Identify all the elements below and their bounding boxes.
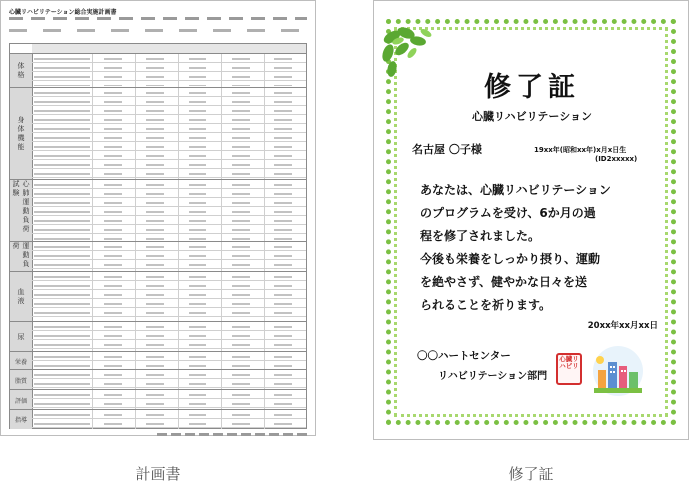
body-line: を絶やさず、健やかな日々を送 xyxy=(420,275,588,289)
plan-section-label: 栄養 xyxy=(10,352,33,370)
certificate-body xyxy=(420,179,660,317)
body-line: あなたは、心臓リハビリテーション xyxy=(420,183,611,197)
plan-section-label: 指導 xyxy=(10,410,33,429)
certificate-date: 20xx年xx月xx日 xyxy=(587,321,658,331)
plan-table xyxy=(9,43,307,429)
certificate-program: 心臓リハビリテーション xyxy=(471,110,592,123)
plan-section xyxy=(10,351,306,370)
plan-section-rows xyxy=(32,242,306,272)
body-line: られることを祈ります。 xyxy=(420,298,552,312)
plan-caption: 計画書 xyxy=(135,465,181,483)
plan-section-rows xyxy=(32,370,306,390)
plan-section xyxy=(10,369,306,390)
plan-meta-line xyxy=(9,29,307,32)
body-line: のプログラムを受け、6か月の過 xyxy=(420,206,596,220)
plan-section xyxy=(10,409,306,429)
body-line: 程を修了されました。 xyxy=(420,229,541,243)
plan-document-thumbnail xyxy=(0,0,316,436)
plan-section-label: 運動負荷 xyxy=(10,242,33,272)
plan-sheet xyxy=(9,7,307,431)
plan-section-rows xyxy=(32,352,306,370)
plan-section xyxy=(10,87,306,180)
certificate-title: 修了証 xyxy=(484,72,580,103)
recipient-birthdate: 19xx年(昭和xx年)x月x日生 xyxy=(534,146,627,154)
plan-section-rows xyxy=(32,410,306,429)
plan-section-rows xyxy=(32,88,306,180)
plan-section-label: 血液 xyxy=(10,272,33,322)
plan-section-label: 心肺運動負荷試験 xyxy=(10,180,33,242)
plan-section xyxy=(10,53,306,88)
seal-text: 心臓リハビリ xyxy=(559,355,579,370)
plan-section-rows xyxy=(32,272,306,322)
issuer-department: リハビリテーション部門 xyxy=(438,371,548,382)
plan-section-label: 脂質 xyxy=(10,370,33,390)
city-illustration-icon xyxy=(588,344,648,398)
plan-section-label: 評価 xyxy=(10,390,33,410)
plan-title: 心臓リハビリテーション総合実施計画書 xyxy=(9,9,117,16)
plan-section xyxy=(10,389,306,410)
certificate-caption: 修了証 xyxy=(508,465,554,483)
plan-section xyxy=(10,179,306,242)
plan-section-rows xyxy=(32,180,306,242)
recipient-name: 名古屋 〇子様 xyxy=(412,143,482,156)
plan-section xyxy=(10,321,306,352)
plan-section-label: 尿 xyxy=(10,322,33,352)
red-seal-stamp xyxy=(556,353,582,385)
certificate-thumbnail xyxy=(373,0,689,440)
plan-section xyxy=(10,241,306,272)
plan-meta-line xyxy=(9,17,307,20)
plan-section-rows xyxy=(32,54,306,88)
plan-footer xyxy=(157,433,307,436)
plan-section xyxy=(10,271,306,322)
plan-section-rows xyxy=(32,390,306,410)
plan-section-rows xyxy=(32,322,306,352)
recipient-id: (ID2xxxxx) xyxy=(595,155,638,163)
body-line: 今後も栄養をしっかり摂り、運動 xyxy=(420,252,601,266)
plan-section-label: 体格 xyxy=(10,54,33,88)
issuer-center: 〇〇ハートセンター xyxy=(417,350,511,362)
plan-section-label: 身体機能 xyxy=(10,88,33,180)
